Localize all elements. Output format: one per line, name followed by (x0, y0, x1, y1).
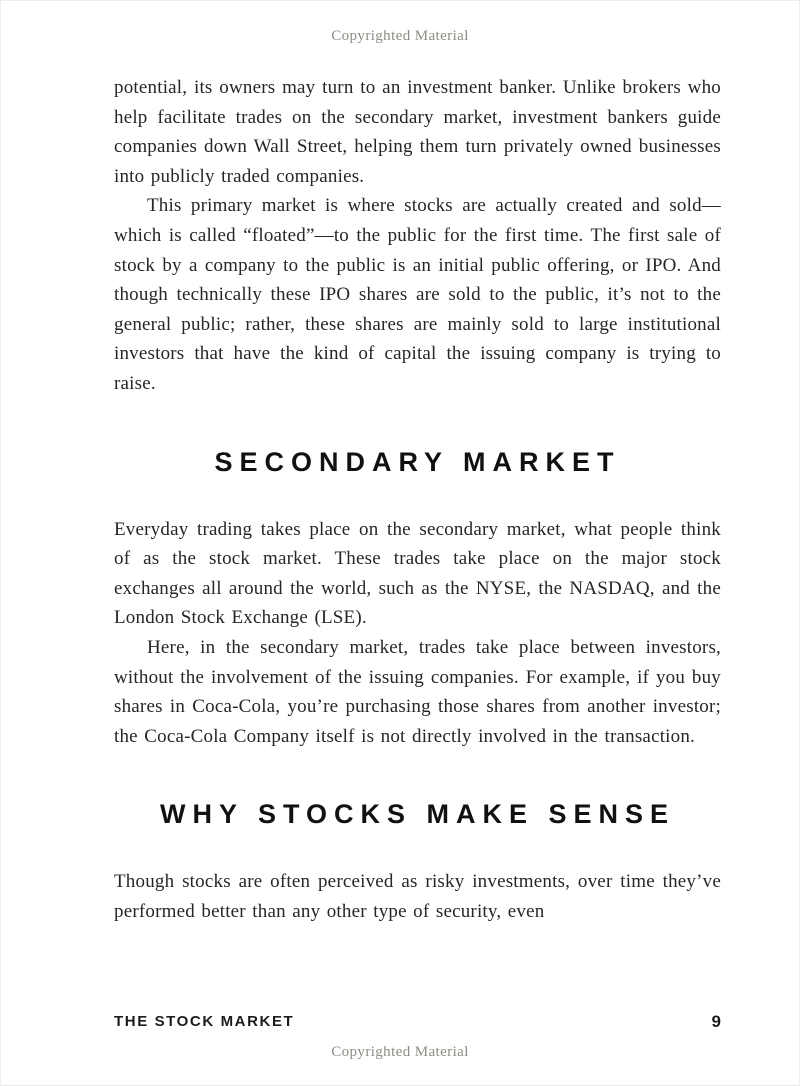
section-heading-why-stocks-make-sense: WHY STOCKS MAKE SENSE (159, 799, 676, 830)
page-footer (114, 1013, 721, 1035)
copyright-notice-top: Copyrighted Material (331, 28, 469, 44)
running-title: THE STOCK MARKET (114, 1013, 295, 1030)
page-content (114, 73, 721, 926)
paragraph-investor-trades: Here, in the secondary market, trades take place between investors, without the involvement of the issuing companies. For example, if you buy shares in Coca-Cola, you’re purchasing those shares from another investor; the Coca-Cola Company itself is not directly involved in the transaction. (114, 636, 721, 747)
section-heading-secondary-market: SECONDARY MARKET (214, 446, 621, 477)
copyright-notice-bottom: Copyrighted Material (331, 1044, 469, 1060)
paragraph-everyday-trading: Everyday trading takes place on the secondary market, what people think of as the stock market. These trades take place on the major stock exchanges all around the world, such as the NYSE, the NASDAQ, and the London Stock Exchange (LSE). (114, 518, 721, 629)
page-number: 9 (711, 1012, 721, 1031)
paragraph-stocks-performance: Though stocks are often perceived as risky investments, over time they’ve performed better than any other type of security, even (114, 871, 721, 922)
paragraph-investment-banker: potential, its owners may turn to an investment banker. Unlike brokers who help facilitate trades on the secondary market, investment bankers guide companies down Wall Street, helping them turn privately owned businesses into publicly traded companies. (114, 77, 721, 187)
paragraph-primary-market: This primary market is where stocks are actually created and sold—which is called “floated”—to the public for the first time. The first sale of stock by a company to the public is an initial public offering, or IPO. And though technically these IPO shares are sold to the public, it’s not to the general public; rather, these shares are mainly sold to large institutional investors that have the kind of capital the issuing company is trying to raise. (114, 195, 721, 394)
